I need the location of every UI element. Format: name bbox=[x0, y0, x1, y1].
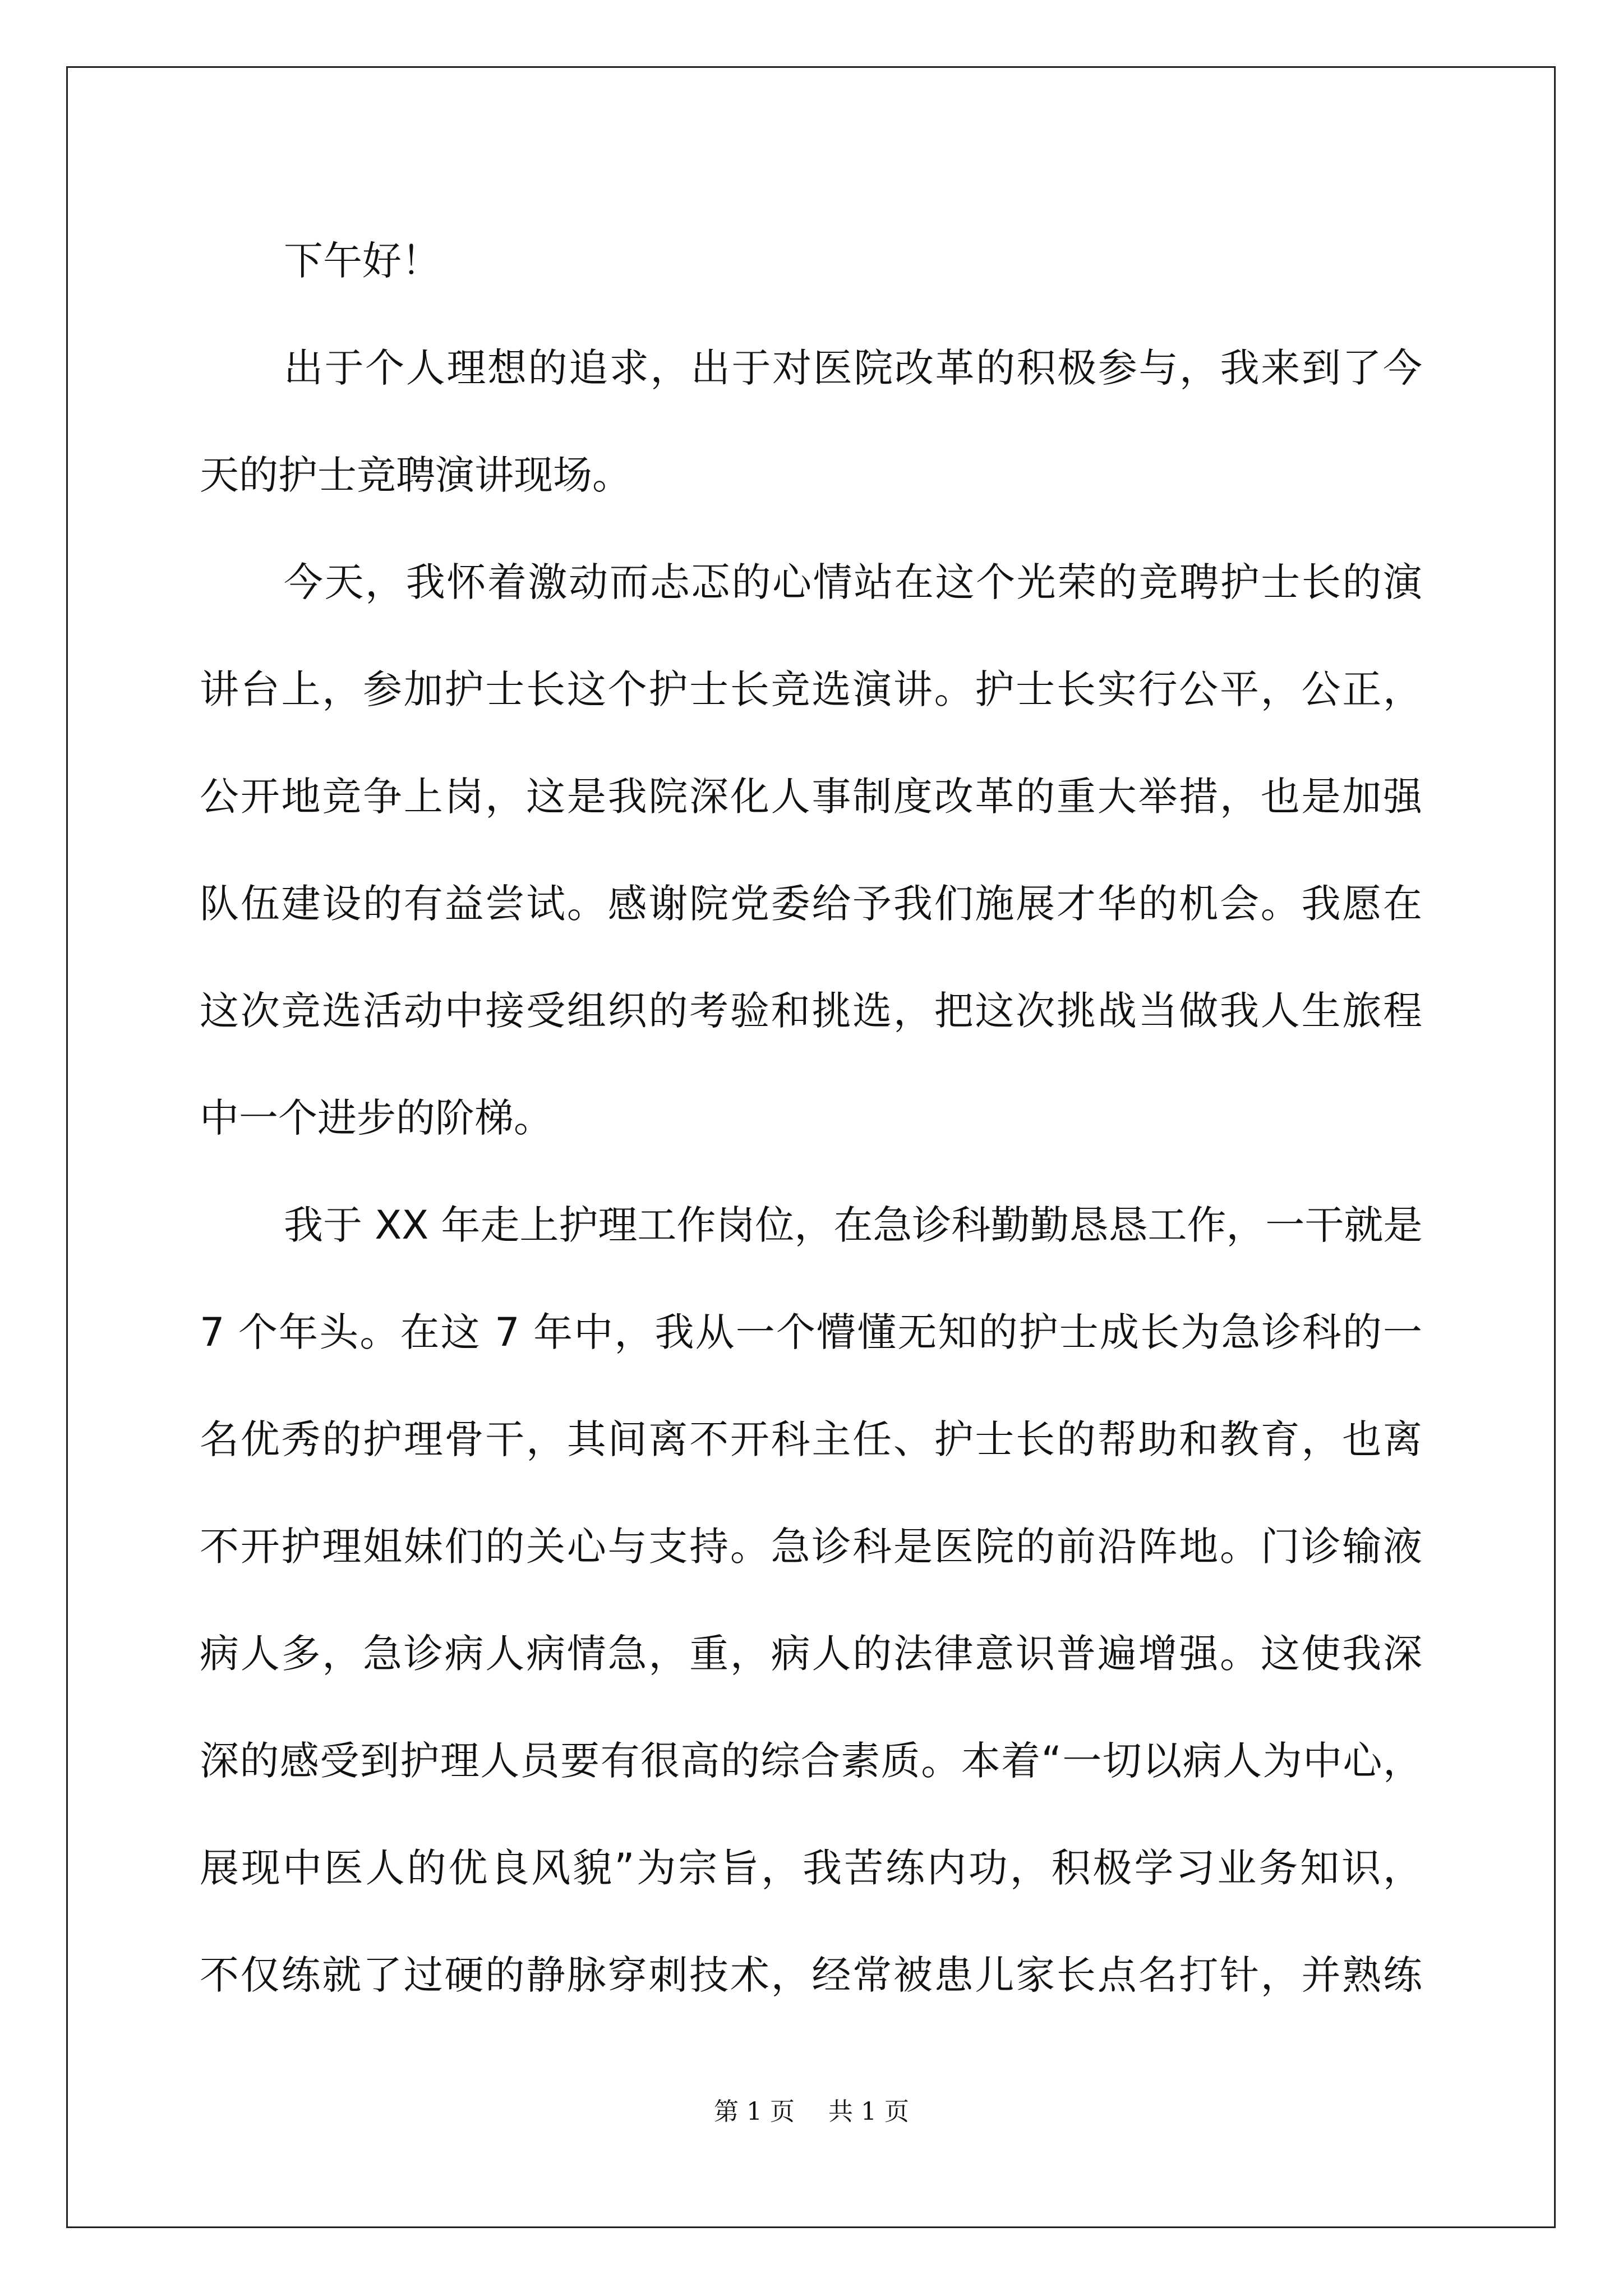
text-line: 名优秀的护理骨干，其间离不开科主任、护士长的帮助和教育，也离 bbox=[200, 1416, 1422, 1462]
text-line: 深的感受到护理人员要有很高的综合素质。本着“一切以病人为中心， bbox=[200, 1738, 1422, 1784]
text-line: 讲台上，参加护士长这个护士长竞选演讲。护士长实行公平，公正， bbox=[200, 666, 1422, 712]
text-line: 展现中医人的优良风貌”为宗旨，我苦练内功，积极学习业务知识， bbox=[200, 1845, 1422, 1891]
text-line: 中一个进步的阶梯。 bbox=[200, 1095, 553, 1141]
text-line: 队伍建设的有益尝试。感谢院党委给予我们施展才华的机会。我愿在 bbox=[200, 881, 1422, 927]
text-line: 不开护理姐妹们的关心与支持。急诊科是医院的前沿阵地。门诊输液 bbox=[200, 1524, 1422, 1570]
text-line: 天的护士竞聘演讲现场。 bbox=[200, 452, 631, 498]
page-number-current: 第 1 页 bbox=[714, 2097, 795, 2126]
text-line: 病人多，急诊病人病情急，重，病人的法律意识普遍增强。这使我深 bbox=[200, 1631, 1422, 1677]
text-line: 不仅练就了过硬的静脉穿刺技术，经常被患儿家长点名打针，并熟练 bbox=[200, 1952, 1422, 1998]
document-body bbox=[200, 208, 1422, 2029]
text-line: 公开地竞争上岗，这是我院深化人事制度改革的重大举措，也是加强 bbox=[200, 774, 1422, 820]
page-number-total: 共 1 页 bbox=[828, 2097, 909, 2126]
text-line: 这次竞选活动中接受组织的考验和挑选，把这次挑战当做我人生旅程 bbox=[200, 988, 1422, 1034]
text-line: 下午好！ bbox=[284, 238, 441, 284]
text-line: 我于 XX 年走上护理工作岗位，在急诊科勤勤恳恳工作，一干就是 bbox=[284, 1202, 1423, 1248]
text-line: 出于个人理想的追求，出于对医院改革的积极参与，我来到了今 bbox=[284, 345, 1422, 391]
text-line: 7 个年头。在这 7 年中，我从一个懵懂无知的护士成长为急诊科的一 bbox=[200, 1309, 1422, 1355]
page-footer bbox=[0, 2095, 1623, 2129]
text-line: 今天，我怀着激动而忐忑的心情站在这个光荣的竞聘护士长的演 bbox=[284, 559, 1422, 605]
